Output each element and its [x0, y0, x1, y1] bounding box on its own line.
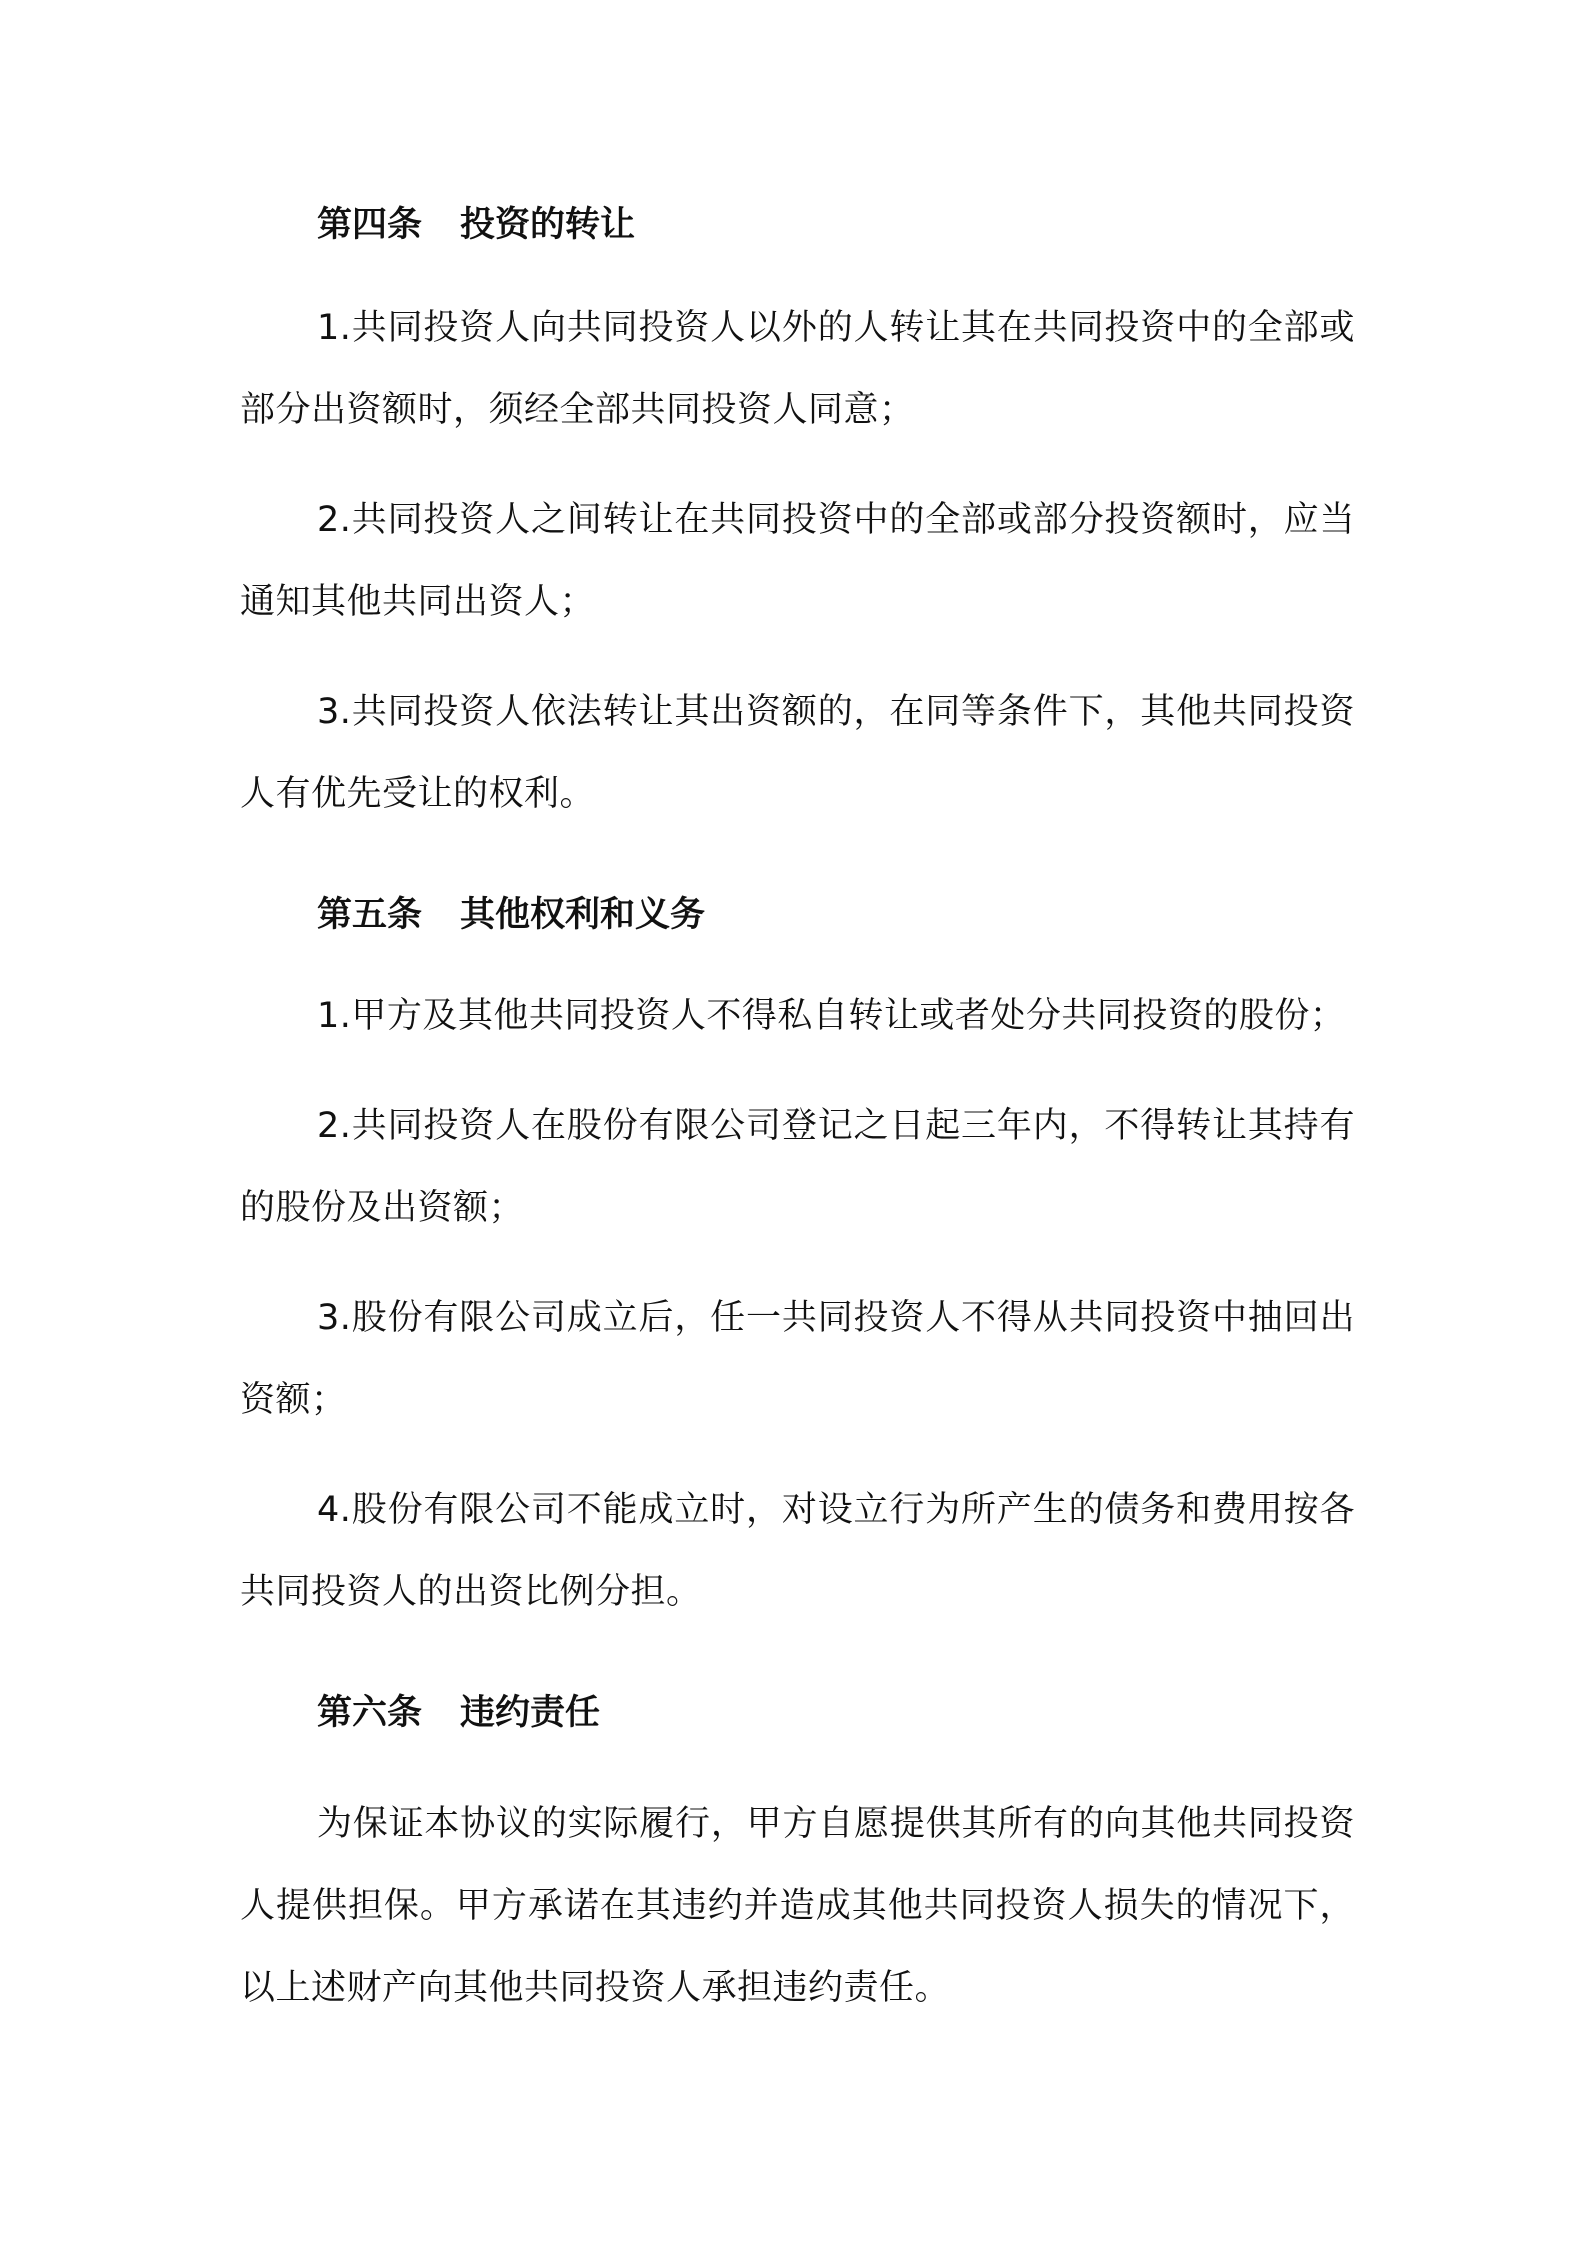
- clause-5-3: 3.股份有限公司成立后，任一共同投资人不得从共同投资中抽回出资额；: [240, 1298, 1355, 1420]
- section-title: 违约责任: [460, 1693, 601, 1733]
- section-title: 投资的转让: [460, 205, 636, 245]
- clause-5-4: 4.股份有限公司不能成立时，对设立行为所产生的债务和费用按各共同投资人的出资比例分担。: [240, 1490, 1355, 1612]
- section-heading-5: [240, 895, 1355, 935]
- clause-6-1: 为保证本协议的实际履行，甲方自愿提供其所有的向其他共同投资人提供担保。甲方承诺在其违约并造成其他共同投资人损失的情况下，以上述财产向其他共同投资人承担违约责任。: [240, 1804, 1355, 2008]
- section-number: 第四条: [317, 205, 423, 245]
- clause-4-3: 3.共同投资人依法转让其出资额的，在同等条件下，其他共同投资人有优先受让的权利。: [240, 692, 1355, 814]
- clause-5-2: 2.共同投资人在股份有限公司登记之日起三年内，不得转让其持有的股份及出资额；: [240, 1106, 1355, 1228]
- clause-4-2: 2.共同投资人之间转让在共同投资中的全部或部分投资额时，应当通知其他共同出资人；: [240, 500, 1355, 622]
- section-number: 第六条: [317, 1693, 423, 1733]
- document-page: [240, 195, 1355, 2029]
- section-heading-6: [240, 1693, 1355, 1733]
- section-number: 第五条: [317, 895, 423, 935]
- clause-4-1: 1.共同投资人向共同投资人以外的人转让其在共同投资中的全部或部分出资额时，须经全部共同投资人同意；: [240, 308, 1355, 430]
- section-title: 其他权利和义务: [460, 895, 706, 935]
- clause-5-1: 1.甲方及其他共同投资人不得私自转让或者处分共同投资的股份；: [317, 996, 1346, 1036]
- section-heading-4: [240, 205, 1355, 245]
